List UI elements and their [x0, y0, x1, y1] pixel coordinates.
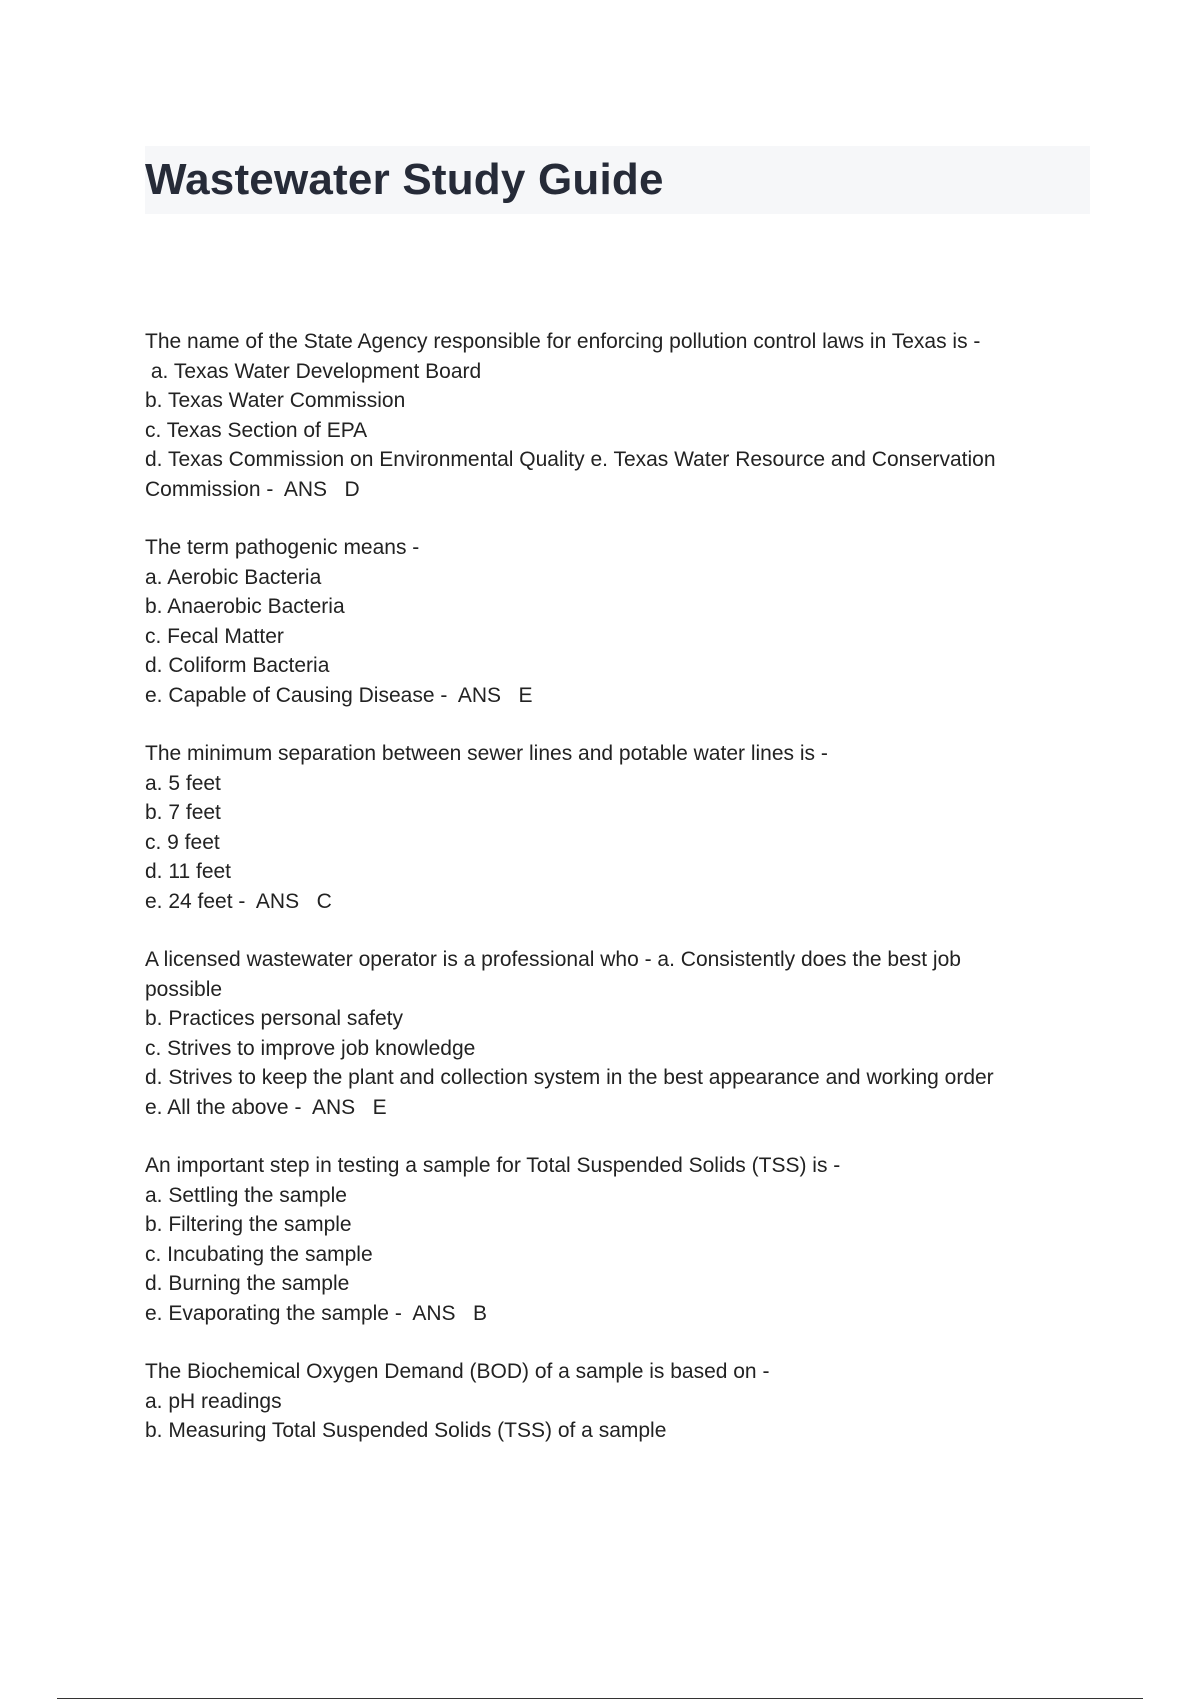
answer-option: b. Anaerobic Bacteria: [145, 595, 345, 618]
answer-option: a. Settling the sample: [145, 1183, 347, 1207]
answer-key: e. Evaporating the sample - ANS B: [145, 1301, 488, 1325]
answer-key: Commission - ANS D: [145, 477, 360, 501]
answer-option: d. 11 feet: [145, 860, 232, 883]
question-block: [145, 327, 1065, 504]
answer-option: c. Incubating the sample: [145, 1242, 373, 1266]
answer-option: d. Coliform Bacteria: [145, 654, 330, 677]
question-text: The name of the State Agency responsible for enforcing pollution control laws in Texas is -: [145, 330, 981, 353]
answer-option: b. Measuring Total Suspended Solids (TSS) of a sample: [145, 1419, 667, 1442]
answer-option: d. Texas Commission on Environmental Quality e. Texas Water Resource and Conservation: [145, 448, 996, 471]
question-text: The term pathogenic means -: [145, 536, 420, 559]
answer-key: e. All the above - ANS E: [145, 1095, 387, 1119]
question-text: An important step in testing a sample for Total Suspended Solids (TSS) is -: [145, 1154, 841, 1177]
answer-option: b. 7 feet: [145, 801, 221, 824]
answer-option: c. Strives to improve job knowledge: [145, 1036, 476, 1060]
answer-option: a. pH readings: [145, 1389, 282, 1413]
answer-option: a. Texas Water Development Board: [145, 359, 482, 383]
answer-option: c. 9 feet: [145, 830, 220, 854]
answer-option: c. Texas Section of EPA: [145, 418, 368, 442]
answer-option: d. Burning the sample: [145, 1272, 350, 1295]
answer-option: b. Texas Water Commission: [145, 389, 406, 412]
footer-divider: [57, 1698, 1143, 1699]
question-block: [145, 739, 1065, 916]
answer-option: b. Filtering the sample: [145, 1213, 352, 1236]
page-title: Wastewater Study Guide: [145, 155, 664, 204]
question-block: [145, 1151, 1065, 1328]
answer-option: d. Strives to keep the plant and collection system in the best appearance and working order: [145, 1066, 994, 1089]
answer-option: a. 5 feet: [145, 771, 221, 795]
question-text: The Biochemical Oxygen Demand (BOD) of a sample is based on -: [145, 1360, 770, 1383]
question-text: The minimum separation between sewer lines and potable water lines is -: [145, 742, 828, 765]
answer-option: b. Practices personal safety: [145, 1007, 403, 1030]
answer-key: e. Capable of Causing Disease - ANS E: [145, 683, 533, 707]
question-text-continued: possible: [145, 977, 223, 1001]
answer-option: c. Fecal Matter: [145, 624, 284, 648]
question-list: [145, 327, 1065, 1475]
answer-key: e. 24 feet - ANS C: [145, 889, 332, 913]
question-block: [145, 1357, 1065, 1446]
question-text: A licensed wastewater operator is a professional who - a. Consistently does the best job: [145, 948, 961, 971]
question-block: [145, 945, 1065, 1122]
question-block: [145, 533, 1065, 710]
answer-option: a. Aerobic Bacteria: [145, 565, 322, 589]
